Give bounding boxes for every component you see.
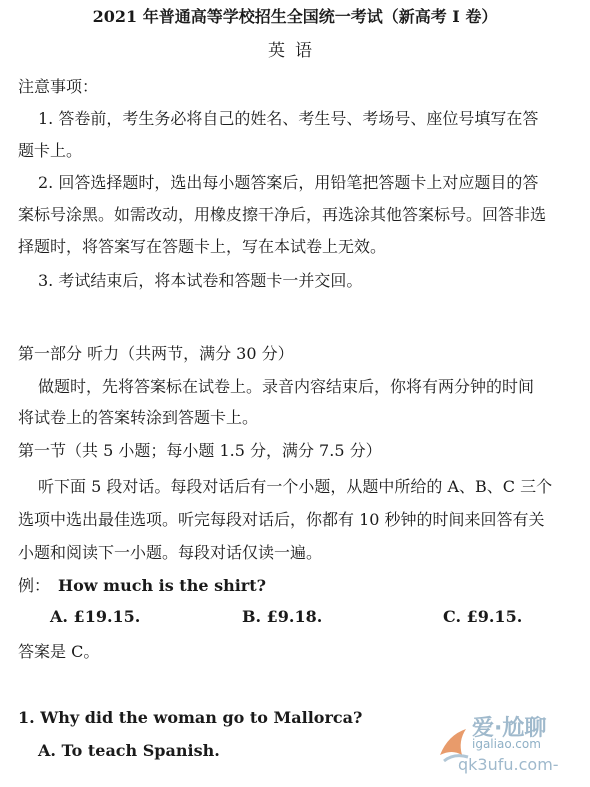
question-1-option-a: A. To teach Spanish.	[38, 741, 220, 760]
part1-intro-line-2: 将试卷上的答案转涂到答题卡上。	[18, 408, 259, 427]
part1-heading: 第一部分 听力（共两节，满分 30 分）	[18, 344, 294, 363]
watermark-site: igaliao.com	[472, 737, 541, 751]
notice-heading: 注意事项：	[18, 77, 99, 96]
notice-item-3-line-1: 3. 考试结束后，将本试卷和答题卡一并交回。	[38, 271, 363, 290]
watermark-sub: qk3ufu.com-	[458, 755, 559, 774]
example-option-b: B. £9.18.	[242, 607, 323, 626]
notice-item-2-line-2: 案标号涂黑。如需改动，用橡皮擦干净后，再选涂其他答案标号。回答非选	[18, 205, 547, 224]
part1-intro-line-1: 做题时，先将答案标在试卷上。录音内容结束后，你将有两分钟的时间	[38, 377, 535, 396]
site-watermark	[434, 709, 584, 779]
notice-item-1-line-2: 题卡上。	[18, 141, 83, 160]
example-option-a: A. £19.15.	[50, 607, 141, 626]
example-option-c: C. £9.15.	[443, 607, 523, 626]
exam-title: 2021 年普通高等学校招生全国统一考试（新高考 I 卷）	[92, 7, 498, 26]
question-1-text: 1. Why did the woman go to Mallorca?	[18, 708, 363, 727]
section1-line-1: 听下面 5 段对话。每段对话后有一个小题，从题中所给的 A、B、C 三个	[38, 477, 553, 496]
notice-item-2-line-1: 2. 回答选择题时，选出每小题答案后，用铅笔把答题卡上对应题目的答	[38, 173, 539, 192]
section1-line-2: 选项中选出最佳选项。听完每段对话后，你都有 10 秒钟的时间来回答有关	[18, 510, 545, 529]
example-answer: 答案是 C。	[18, 642, 100, 661]
section1-line-3: 小题和阅读下一小题。每段对话仅读一遍。	[18, 543, 323, 562]
notice-item-2-line-3: 择题时，将答案写在答题卡上，写在本试卷上无效。	[18, 237, 387, 256]
notice-item-1-line-1: 1. 答卷前，考生务必将自己的姓名、考生号、考场号、座位号填写在答	[38, 109, 539, 128]
subject-title: 英语	[268, 41, 322, 61]
section1-heading: 第一节（共 5 小题；每小题 1.5 分，满分 7.5 分）	[18, 441, 382, 460]
example-question: How much is the shirt?	[58, 576, 266, 595]
example-label: 例：	[18, 576, 51, 595]
watermark-brand: 爱·尬聊	[472, 716, 547, 741]
